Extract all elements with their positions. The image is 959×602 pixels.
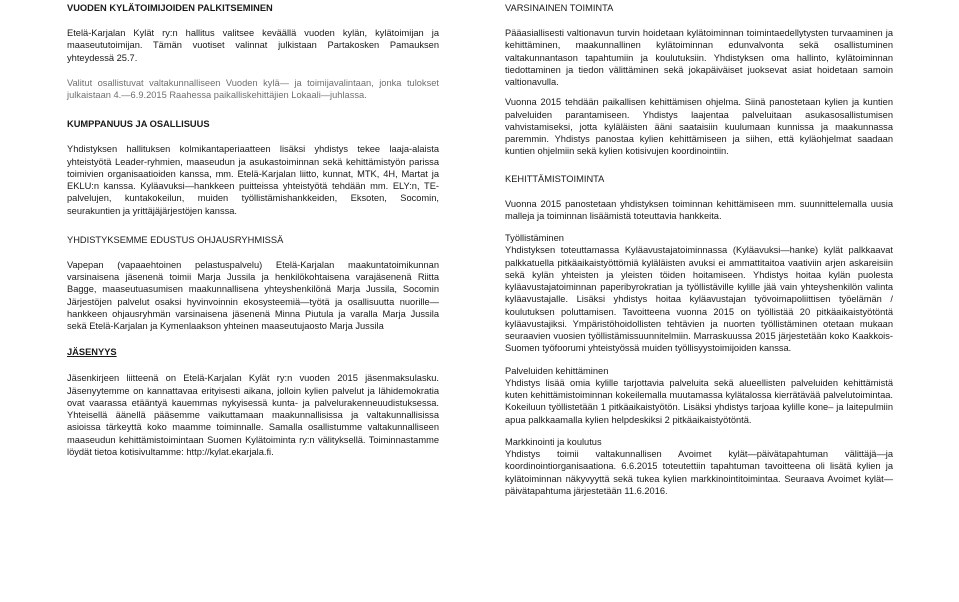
para-awards-selection: Etelä-Karjalan Kylät ry:n hallitus valitsee keväällä vuoden kylän, kylätoimijan ja maaseututoimijan. Tämän vuotiset valinnat julkistaan Partakosken Pamauksen yhteydessä 25.7. [67,28,439,63]
left-column [67,0,439,458]
subheading-services: Palveluiden kehittäminen [505,365,609,376]
para-main-activity: Pääasiallisesti valtionavun turvin hoidetaan kylätoiminnan toimintaedellytysten turvaaminen ja kehittäminen, maakunnallinen kylätoiminnan edunvalvonta sekä osallistuminen valtakunnantason tapahtumiin ja koulutuksiin. Yhdistyksen oma hallinto, kylätoiminnan tiedottaminen ja tiedon välittäminen sekä jokapäiväiset juoksevat asiat hoidetaan samoin valtionavulla. [505,28,893,87]
para-awards-national: Valitut osallistuvat valtakunnalliseen Vuoden kylä— ja toimijavalintaan, jonka tulokset julkaistaan 4.—6.9.2015 Raahessa paikalliskehittäjien Lokaali—juhlassa. [67,77,439,100]
heading-main-activity: VARSINAINEN TOIMINTA [505,3,614,13]
heading-village-awards: VUODEN KYLÄTOIMIJOIDEN PALKITSEMINEN [67,3,273,13]
para-membership: Jäsenkirjeen liitteenä on Etelä-Karjalan Kylät ry:n vuoden 2015 jäsenmaksulasku. Jäsenyytemme on kannattavaa erityisesti aikana, jolloin kylien palvelut ja lähidemokratia ovat vaarassa etääntyä kauemmas nykyisessä kunta- ja palvelurakenneuudistuksessa. Yhteisellä äänellä pääsemme vaikuttamaan maakunnallisissa ja valtakunnallisissa asioissa tärkeyttä koko maamme toiminnalle. Samalla osallistumme valtakunnalliseen maaseudun kehittämistoimintaan Suomen Kylätoiminta ry:n välityksellä. Toiminnastamme löydät tietoa kotisivultamme: http://kylat.ekarjala.fi. [67,373,439,457]
right-column [505,0,893,497]
heading-steering-groups: YHDISTYKSEMME EDUSTUS OHJAUSRYHMISSÄ [67,234,284,245]
heading-membership: JÄSENYYS [67,347,117,358]
para-steering-groups: Vapepan (vapaaehtoinen pelastuspalvelu) Etelä-Karjalan maakuntatoimikunnan varsinaisena jäsenenä toimii Marja Jussila ja henkilökohtaisena varajäsenenä Riitta Bagge, maaseutuasumisen maakunnallisena yhteyshenkilönä Marja Jussila, Socomin Järjestöjen palvelut osaksi hyvinvoinnin ekosysteemiä—työtä ja osallisuutta nuorille—hankkeen ohjausryhmän varsinaisena jäsenenä Minna Piutula ja varalla Marja Jussila sekä Etelä-Karjalan ja Kymenlaakson yhteinen maaseutujaosto Marja Jussila [67,259,439,331]
para-development: Vuonna 2015 panostetaan yhdistyksen toiminnan kehittämiseen mm. suunnittelemalla uusia malleja ja toiminnan lisäämistä toteuttavia hankkeita. [505,198,893,221]
subheading-employment: Työllistäminen [505,233,564,243]
para-partnership: Yhdistyksen hallituksen kolmikantaperiaatteen lisäksi yhdistys tekee laaja-alaista yhteistyötä Leader-ryhmien, maaseudun ja asukastoiminnan sekä kehittämistyön parissa toimivien organisaatioiden kanssa, mm. Etelä-Karjalan liitto, kunnat, MTK, 4H, Martat ja EKLU:n kanssa. Kyläavuksi—hankkeen puitteissa yhteistyötä tehdään mm. ELY:n, TE-palvelujen, kuntakokeilun, muiden työllistämishankkeiden, Eksoten, Socomin, seurakuntien ja yrittäjäjärjestöjen kanssa. [67,144,439,216]
heading-development: KEHITTÄMISTOIMINTA [505,173,605,184]
para-employment: Yhdistyksen toteuttamassa Kyläavustajatoiminnassa (Kyläavuksi—hanke) kylät palkkaavat palkkatuella pitkäaikaistyöttömiä kyläläisten avuksi ei ammattitaitoa vaativiin arjen askareisiin sekä kylän yhteisten ja yleisten töiden hoitamiseen. Yhdistys hoitaa kylän puolesta kyläavustajatoiminnan paperibyrokratian ja työllistäville kylille jää vain yhteyshenkilön valinta kyläavustajalle. Lisäksi yhdistys hoitaa kyläavustajan työvoimapoliittisen työelämän / koulutuksen poluttamisen. Tavoitteena vuonna 2015 on työllistää 20 pitkäaikaistyötöntä kyläavustajiksi. Ympäristöhoidollisten tehtävien ja nuorten työllistäminen otetaan mukaan seuraavien vuosien työllistämissuunnitelmiin. Marraskuussa 2015 järjestetään koko Kaakkois-Suomen työfoorumi yhteistyössä muiden työllisyystoimijoiden kanssa. [505,245,893,354]
para-development-program: Vuonna 2015 tehdään paikallisen kehittämisen ohjelma. Siinä panostetaan kylien ja kuntien palveluiden parantamiseen. Yhdistys laajentaa palveluitaan asukasosallistumisen vahvistamiseksi, jotta kyläläisten ääni saataisiin kuulumaan kunnissa ja maakunnassa paremmin. Yhdistys panostaa kylien kehittämiseen ja siihen, että kyläohjelmat saadaan kuntien ohjelmiin sekä kylien kotisivujen koordinointiin. [505,97,893,157]
subheading-marketing: Markkinointi ja koulutus [505,436,602,447]
para-services: Yhdistys lisää omia kylille tarjottavia palveluita sekä alueellisten palveluiden kehittämistä kuten kehittämistoiminnan kokeilemalla muutamassa kylätalossa kierrätävää palvelutoimintaa. Kokeiluun työllistetään 1 pitkäaikaistyötön. Lisäksi yhdistys tarjoaa kylille kone– ja laitepulmiin apua palkkaamalla kylien helpdeskiksi 2 pitkäaikaistyötöntä. [505,377,893,425]
para-marketing: Yhdistys toimii valtakunnallisen Avoimet kylät—päivätapahtuman välittäjä—ja koordinointiorganisaationa. 6.6.2015 toteutettiin tapahtuman tavoitteena oli lisätä kylien ja kylätoiminnan näkyvyyttä sekä tukea kylien markkinointitoimintaa. Seuraava Avoimet kylät—päivätapahtuma järjestetään 11.6.2016. [505,449,893,496]
heading-partnership: KUMPPANUUS JA OSALLISUUS [67,119,210,130]
